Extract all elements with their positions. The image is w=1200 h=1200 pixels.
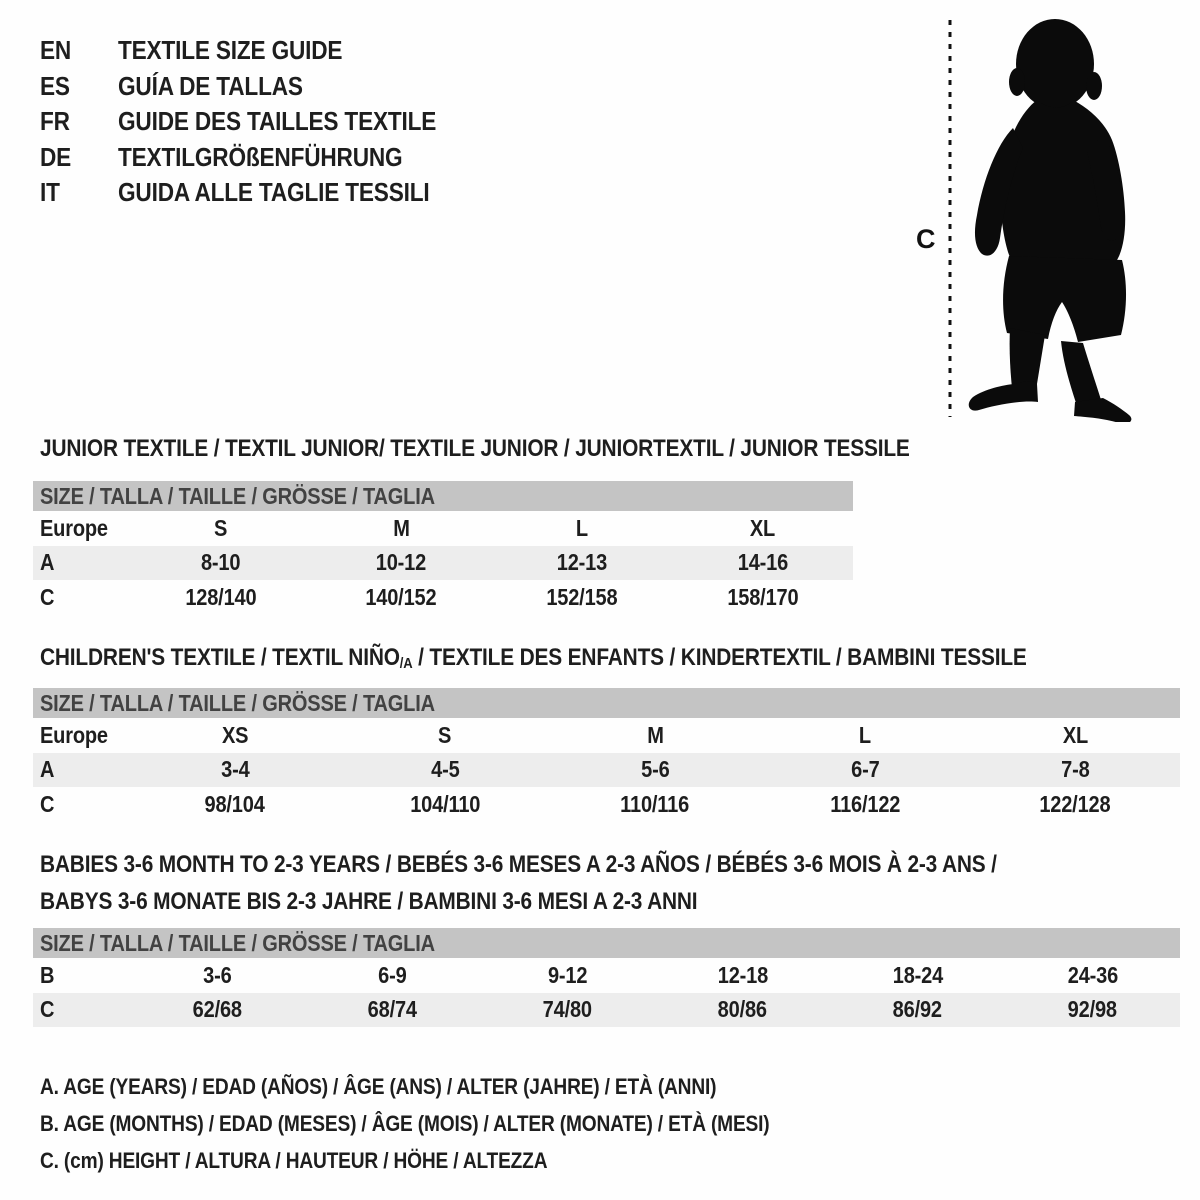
size-header-label: SIZE / TALLA / TAILLE / GRÖSSE / TAGLIA	[40, 482, 435, 509]
children-title-main: CHILDREN'S TEXTILE / TEXTIL NIÑO	[40, 644, 400, 671]
table-cell: 12-13	[556, 549, 608, 576]
language-code: IT	[40, 177, 60, 208]
table-cell: 3-4	[220, 756, 250, 783]
babies-textile-table	[33, 928, 1180, 1027]
table-cell: 4-5	[430, 756, 460, 783]
table-cell: 92/98	[1067, 996, 1118, 1023]
row-label: A	[40, 549, 55, 576]
language-row-en	[40, 33, 484, 69]
table-cell: 6-7	[850, 756, 880, 783]
table-cell: 12-18	[717, 961, 768, 988]
table-cell: 86/92	[892, 996, 943, 1023]
table-cell: 14-16	[737, 549, 788, 576]
table-cell: XL	[1062, 721, 1088, 748]
language-title: TEXTILE SIZE GUIDE	[118, 35, 343, 66]
table-cell: S	[438, 721, 452, 748]
language-code: ES	[40, 70, 70, 101]
table-cell: 116/122	[829, 790, 901, 817]
size-header-bar	[33, 481, 853, 511]
table-cell: M	[392, 514, 410, 541]
table-cell: 5-6	[640, 756, 670, 783]
language-code: FR	[40, 106, 70, 137]
size-header-bar	[33, 928, 1180, 958]
children-title-rest: / TEXTILE DES ENFANTS / KINDERTEXTIL / BAMBINI TESSILE	[412, 644, 1027, 671]
table-cell: 68/74	[367, 996, 418, 1023]
language-row-fr	[40, 104, 484, 140]
row-label: C	[40, 583, 55, 610]
table-cell: S	[213, 514, 227, 541]
toddler-figure	[915, 12, 1145, 422]
language-title: TEXTILGRÖßENFÜHRUNG	[118, 141, 403, 172]
legend-text: A. AGE (YEARS) / EDAD (AÑOS) / ÂGE (ANS) / ALTER (JAHRE) / ETÀ (ANNI)	[40, 1074, 717, 1099]
table-cell: XL	[750, 514, 776, 541]
language-title: GUIDE DES TAILLES TEXTILE	[118, 106, 437, 137]
row-label: Europe	[40, 721, 108, 748]
children-title-sub: /A	[399, 655, 413, 672]
language-title: GUÍA DE TALLAS	[118, 70, 303, 101]
table-row-months	[33, 958, 1180, 993]
table-cell: 24-36	[1067, 961, 1118, 988]
table-cell: 140/152	[365, 583, 437, 610]
language-row-es	[40, 69, 484, 105]
table-cell: 158/170	[727, 583, 799, 610]
legend-text: C. (cm) HEIGHT / ALTURA / HAUTEUR / HÖHE / ALTEZZA	[40, 1148, 548, 1173]
row-label: Europe	[40, 514, 108, 541]
table-cell: 3-6	[203, 961, 232, 988]
row-label: C	[40, 790, 55, 817]
table-cell: M	[646, 721, 664, 748]
table-row-age	[33, 546, 853, 581]
table-row-height	[33, 580, 853, 615]
table-row-height	[33, 993, 1180, 1028]
junior-textile-title	[40, 436, 1040, 462]
table-cell: 10-12	[375, 549, 427, 576]
language-code: DE	[40, 141, 72, 172]
legend-line-c	[40, 1142, 878, 1179]
table-cell: 80/86	[717, 996, 768, 1023]
legend-line-b	[40, 1105, 878, 1142]
row-label: A	[40, 756, 55, 783]
legend	[40, 1068, 878, 1179]
table-cell: 152/158	[546, 583, 618, 610]
table-row-age	[33, 753, 1180, 788]
children-textile-title	[40, 645, 1174, 677]
table-cell: 8-10	[200, 549, 241, 576]
table-cell: 110/116	[620, 790, 690, 817]
table-cell: L	[858, 721, 872, 748]
table-cell: 7-8	[1060, 756, 1090, 783]
row-label: B	[40, 961, 55, 988]
size-header-label: SIZE / TALLA / TAILLE / GRÖSSE / TAGLIA	[40, 929, 435, 956]
language-row-de	[40, 140, 484, 176]
table-cell: 104/110	[409, 790, 481, 817]
table-cell: 74/80	[542, 996, 593, 1023]
babies-title-line1: BABIES 3-6 MONTH TO 2-3 YEARS / BEBÉS 3-6 MESES A 2-3 AÑOS / BÉBÉS 3-6 MOIS À 2-3 ANS /	[40, 851, 997, 878]
table-cell: 128/140	[184, 583, 256, 610]
junior-textile-title-text: JUNIOR TEXTILE / TEXTIL JUNIOR/ TEXTILE JUNIOR / JUNIORTEXTIL / JUNIOR TESSILE	[40, 435, 910, 462]
row-label: C	[40, 996, 55, 1023]
table-row-height	[33, 787, 1180, 822]
table-cell: 122/128	[1039, 790, 1111, 817]
language-code: EN	[40, 35, 72, 66]
table-cell: 98/104	[204, 790, 266, 817]
table-row-europe	[33, 511, 853, 546]
table-cell: 18-24	[892, 961, 943, 988]
size-header-bar	[33, 688, 1180, 718]
toddler-silhouette-icon	[969, 19, 1132, 422]
table-cell: XS	[221, 721, 249, 748]
babies-textile-title	[40, 846, 1140, 920]
language-title-list	[40, 33, 484, 211]
junior-textile-table	[33, 481, 853, 615]
height-measure-label: C	[916, 224, 936, 254]
language-title: GUIDA ALLE TAGLIE TESSILI	[118, 177, 430, 208]
children-textile-table	[33, 688, 1180, 822]
legend-text: B. AGE (MONTHS) / EDAD (MESES) / ÂGE (MOIS) / ALTER (MONATE) / ETÀ (MESI)	[40, 1111, 770, 1136]
table-row-europe	[33, 718, 1180, 753]
table-cell: 6-9	[378, 961, 407, 988]
table-cell: 9-12	[547, 961, 588, 988]
table-cell: 62/68	[192, 996, 243, 1023]
babies-title-line2: BABYS 3-6 MONATE BIS 2-3 JAHRE / BAMBINI 3-6 MESI A 2-3 ANNI	[40, 888, 698, 915]
size-header-label: SIZE / TALLA / TAILLE / GRÖSSE / TAGLIA	[40, 689, 435, 716]
table-cell: L	[575, 514, 588, 541]
legend-line-a	[40, 1068, 878, 1105]
language-row-it	[40, 175, 484, 211]
